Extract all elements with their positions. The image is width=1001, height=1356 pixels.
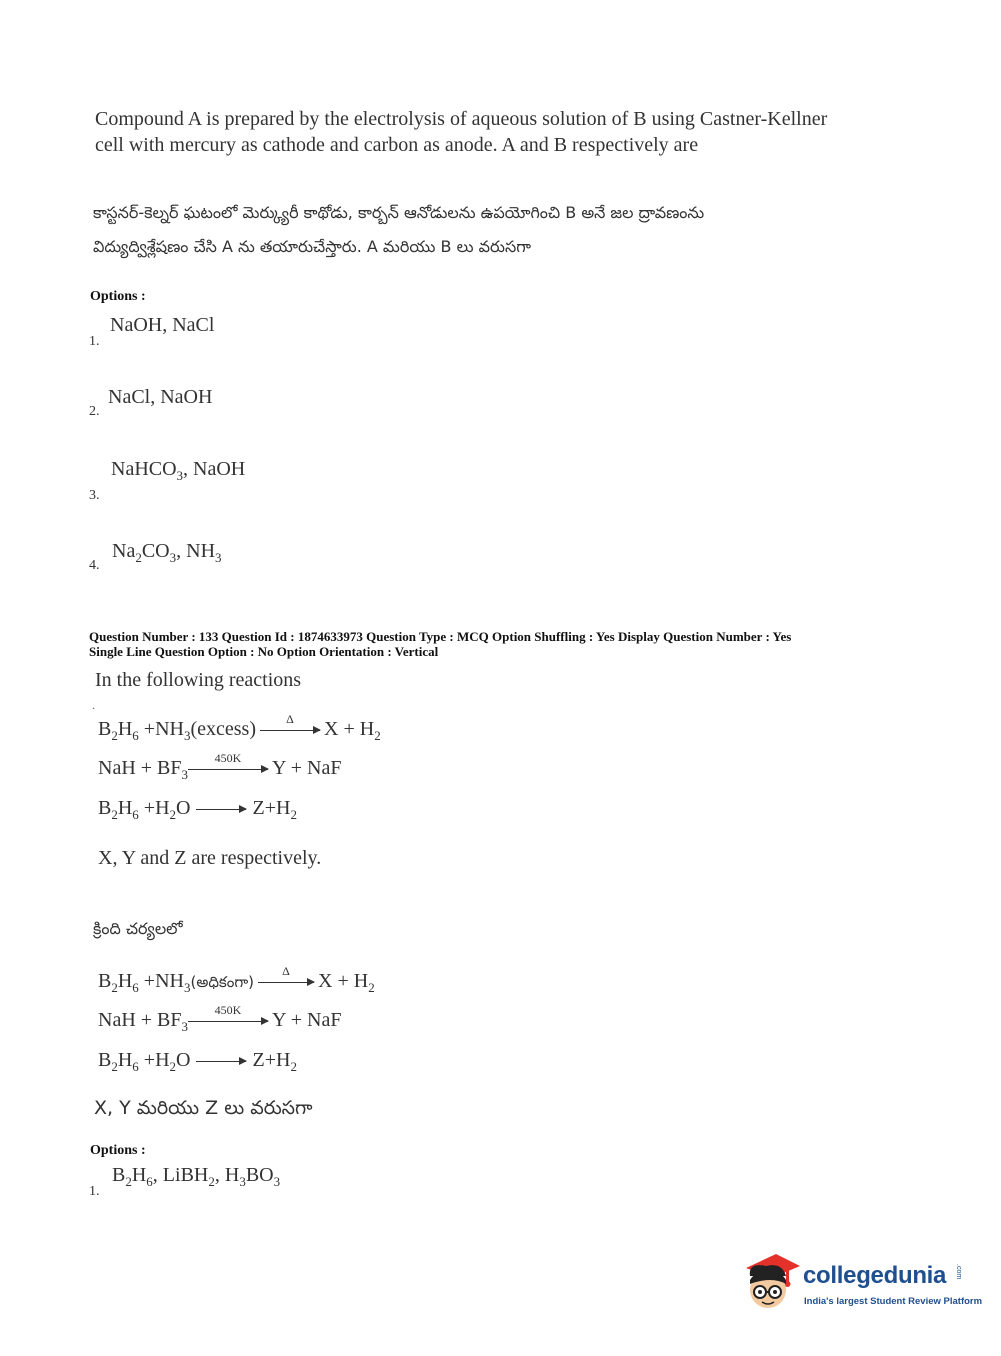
option-text: $Na_2CO_3$, $NH_3$ xyxy=(112,540,222,565)
arrow-icon xyxy=(196,1061,246,1062)
option-text: NaOH, NaCl xyxy=(110,314,215,336)
reaction-en-2: NaH + $BF_3$ 450K Y + NaF xyxy=(98,750,342,782)
collegedunia-logo xyxy=(742,1248,983,1318)
temperature-label: 450K xyxy=(214,1002,242,1017)
question-133-intro-te: క్రింది చర్యలలో xyxy=(93,919,183,938)
option-number: 2. xyxy=(89,404,100,419)
option-number: 3. xyxy=(89,488,100,503)
option-number: 1. xyxy=(89,334,100,349)
option-132-2[interactable] xyxy=(88,384,288,426)
temperature-label: 450K xyxy=(214,750,242,765)
question-132-text-te-line1: కాస్టనర్-కెల్నర్ ఘటంలో మెర్క్యురీ కాథోడు, కార్బన్ ఆనోడులను ఉపయోగించి B అనే జల ద్రావణంను xyxy=(93,203,705,222)
mascot-icon xyxy=(742,1250,802,1314)
arrow-icon xyxy=(188,769,268,770)
reaction-te-1: $B_2H_6$ $+NH_3(అధికంగా)$ Δ $X + H_2$ xyxy=(98,963,375,995)
question-132-text-en-line1: Compound A is prepared by the electrolysis of aqueous solution of B using Castner-Kellner xyxy=(95,108,828,130)
reaction-te-2: NaH + $BF_3$ 450K Y + NaF xyxy=(98,1002,342,1034)
question-133-text-te: X, Y మరియు Z లు వరుసగా xyxy=(94,1097,313,1119)
reaction-te-3: $B_2H_6 +H_2O$ $Z+H_2$ xyxy=(98,1049,297,1074)
delta-label: Δ xyxy=(282,963,290,978)
brand-tagline: India's largest Student Review Platform xyxy=(804,1296,983,1307)
question-133-intro-en: In the following reactions xyxy=(95,669,302,691)
arrow-icon xyxy=(188,1021,268,1022)
reaction-en-3: $B_2H_6 +H_2O$ $Z+H_2$ xyxy=(98,797,297,822)
arrow-icon xyxy=(258,982,314,983)
reaction-en-1: $B_2H_6$ $+NH_3(excess)$ Δ $X + H_2$ xyxy=(98,711,381,743)
option-number: 4. xyxy=(89,558,100,573)
option-132-1[interactable] xyxy=(88,312,288,354)
question-132-text-en-line2: cell with mercury as cathode and carbon as anode. A and B respectively are xyxy=(95,134,699,156)
dot-marker: . xyxy=(92,698,95,712)
brand-com: .com xyxy=(955,1264,962,1280)
option-text: NaCl, NaOH xyxy=(108,386,213,408)
question-132-text-te-line2: విద్యుద్విశ్లేషణం చేసి A ను తయారుచేస్తారు. A మరియు B లు వరుసగా xyxy=(93,237,531,256)
option-text: $B_2H_6$, LiBH$_2$, $H_3BO_3$ xyxy=(112,1164,281,1189)
options-label-133: Options : xyxy=(90,1143,146,1158)
question-133-meta-line1: Question Number : 133 Question Id : 1874633973 Question Type : MCQ Option Shuffling : Yes Display Question Number : Yes xyxy=(89,629,792,644)
arrow-icon xyxy=(260,730,320,731)
delta-label: Δ xyxy=(286,711,294,726)
option-132-4[interactable] xyxy=(88,540,308,580)
option-text: NaHCO$_3$, NaOH xyxy=(111,458,246,483)
arrow-icon xyxy=(196,809,246,810)
question-133-meta-line2: Single Line Question Option : No Option Orientation : Vertical xyxy=(89,644,439,659)
option-number: 1. xyxy=(89,1184,100,1199)
option-132-3[interactable] xyxy=(88,456,308,506)
option-133-1[interactable] xyxy=(88,1164,348,1206)
brand-name: collegedunia xyxy=(803,1262,947,1289)
options-label-132: Options : xyxy=(90,289,146,304)
question-133-text-en: X, Y and Z are respectively. xyxy=(98,847,322,869)
